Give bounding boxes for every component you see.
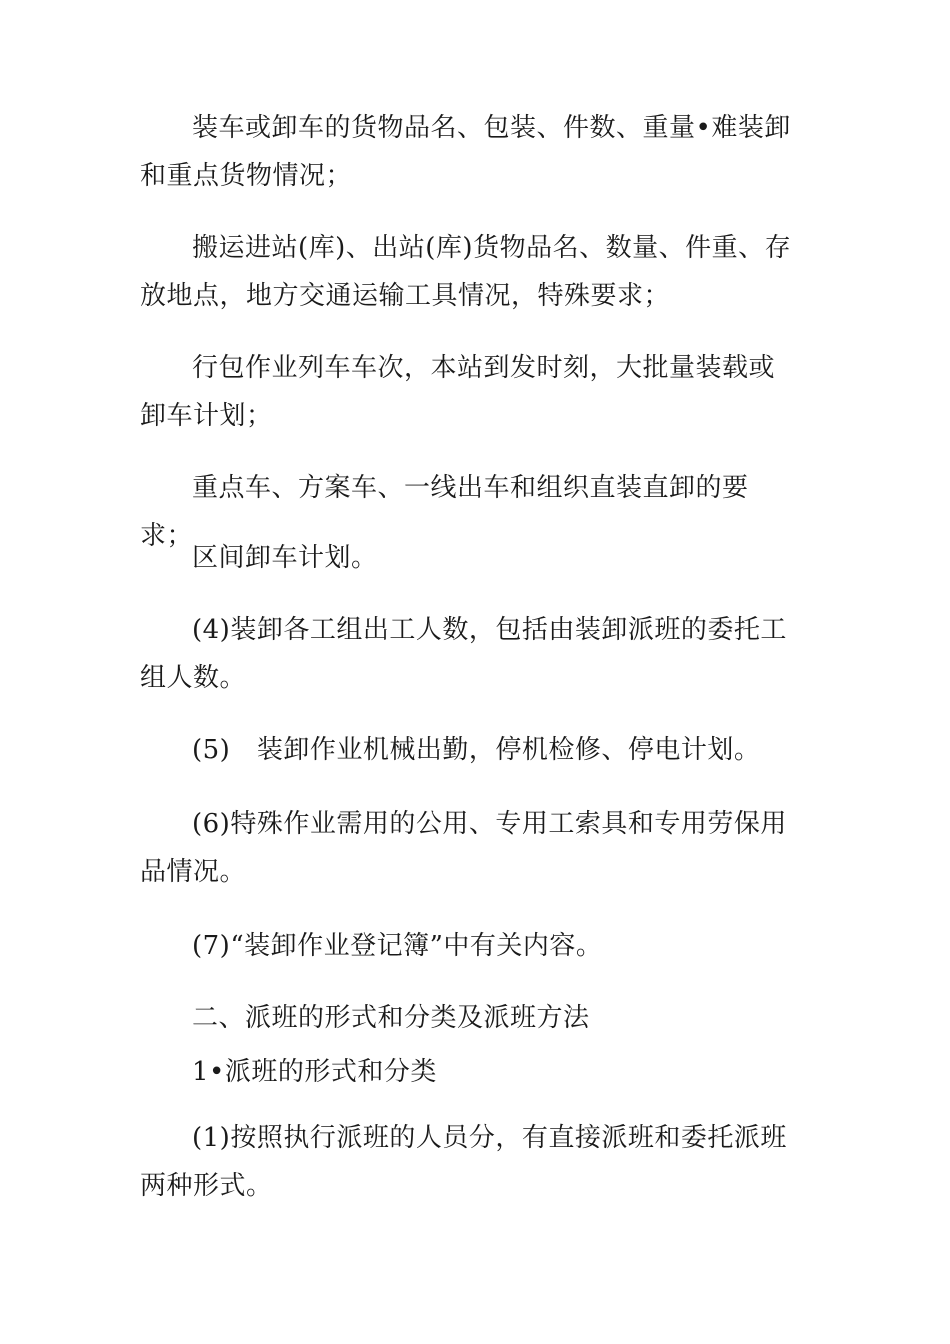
subsection-heading-1: 1•派班的形式和分类 <box>192 1057 437 1087</box>
paragraph-cargo-loading: 装车或卸车的货物品名、包装、件数、重量•难装卸和重点货物情况； <box>140 113 791 191</box>
paragraph-train-schedule: 行包作业列车车次，本站到发时刻，大批量装载或卸车计划； <box>140 353 776 431</box>
paragraph-section-unloading: 区间卸车计划。 <box>192 543 378 573</box>
paragraph-key-cars: 重点车、方案车、一线出车和组织直装直卸的要求； <box>140 473 749 551</box>
paragraph-item-7: (7)“装卸作业登记簿”中有关内容。 <box>192 931 603 961</box>
paragraph-item-6: (6)特殊作业需用的公用、专用工索具和专用劳保用品情况。 <box>140 809 787 887</box>
paragraph-item-4: (4)装卸各工组出工人数，包括由装卸派班的委托工组人数。 <box>140 615 787 693</box>
paragraph-item-1: (1)按照执行派班的人员分，有直接派班和委托派班两种形式。 <box>140 1123 787 1201</box>
section-heading-2: 二、派班的形式和分类及派班方法 <box>192 1003 590 1033</box>
paragraph-item-5: (5) 装卸作业机械出勤，停机检修、停电计划。 <box>192 735 761 765</box>
paragraph-cargo-transport: 搬运进站(库)、出站(库)货物品名、数量、件重、存放地点，地方交通运输工具情况，特殊要求； <box>140 233 792 311</box>
